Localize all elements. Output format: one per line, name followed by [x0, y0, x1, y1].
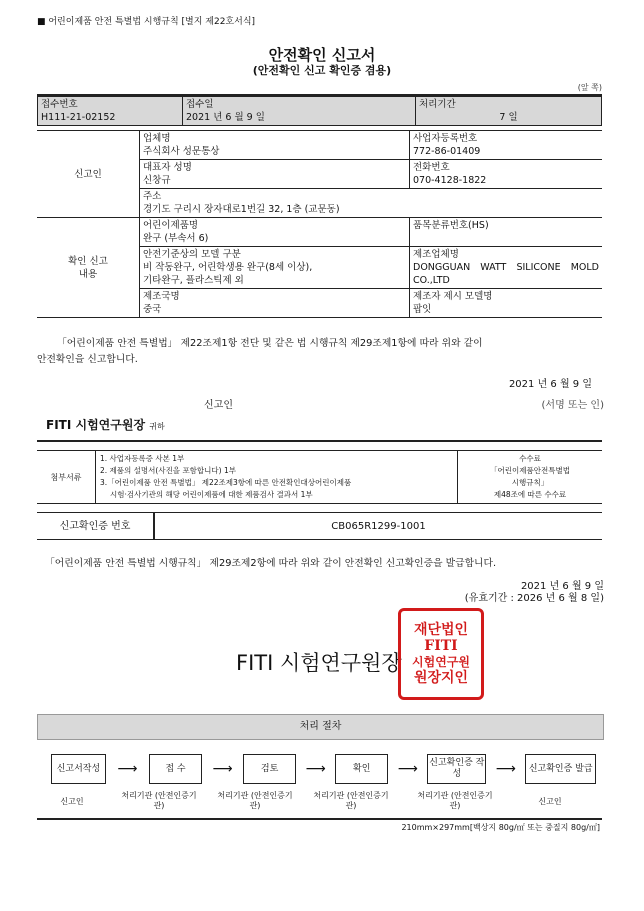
arrow-icon: ⟶ [495, 761, 516, 777]
receipt-date-label: 접수일 [186, 99, 214, 110]
attachment-item-3a: 3.「어린이제품 안전 특별법」 제22조제3항에 따른 안전확인대상어린이제품 [100, 478, 352, 487]
hs-label: 품목분류번호(HS) [413, 220, 489, 231]
attachments-list [96, 451, 458, 504]
arrow-icon: ⟶ [117, 761, 138, 777]
arrow-icon: ⟶ [397, 761, 418, 777]
issue-date: 2021 년 6 월 9 일 [520, 581, 604, 592]
report-date: 2021 년 6 월 9 일 [508, 379, 592, 390]
attachments-table [37, 450, 602, 504]
ceo-cell [140, 160, 410, 189]
cert-label: 신고확인증 번호 [37, 513, 154, 540]
attachments-label: 첨부서류 [37, 451, 96, 504]
bottom-rule [37, 818, 602, 820]
attachment-item-1: 1. 사업자등록증 사본 1부 [100, 454, 185, 463]
processing-period-label: 처리기간 [419, 99, 456, 110]
country-value: 중국 [143, 304, 162, 315]
report-table [37, 130, 602, 318]
validity-period: (유효기간 : 2026 년 6 월 8 일) [464, 593, 604, 604]
addressee-suffix: 귀하 [149, 422, 165, 431]
product-cell [140, 218, 410, 247]
model-class-label: 안전기준상의 모델 구분 [143, 249, 241, 260]
step-confirm: 확인 [335, 754, 388, 784]
model-name-label: 제조자 제시 모델명 [413, 291, 493, 302]
addressee: FITI 시험연구원장 귀하 [46, 418, 165, 432]
hs-cell [410, 218, 603, 247]
receipt-date-value: 2021 년 6 월 9 일 [186, 112, 265, 123]
cert-table [37, 512, 602, 540]
form-title: 안전확인 신고서 [268, 46, 376, 64]
arrow-icon: ⟶ [305, 761, 326, 777]
company-label: 업체명 [143, 133, 171, 144]
receipt-date-cell [183, 97, 416, 126]
step-write: 신고서작성 [51, 754, 106, 784]
fee-label: 수수료 [519, 454, 541, 463]
phone-label: 전화번호 [413, 162, 450, 173]
attachment-item-3b: 시험·검사기관의 해당 어린이제품에 대한 제품검사 결과서 1부 [110, 490, 313, 499]
model-class-value-2: 기타완구, 플라스틱제 외 [143, 275, 244, 286]
phone-value: 070-4128-1822 [413, 175, 487, 186]
statement-2: 「어린이제품 안전 특별법 시행규칙」 제29조제2항에 따라 위와 같이 안전확인 신고확인증을 발급합니다. [45, 558, 497, 569]
fee-line-3: 제48조에 따른 수수료 [493, 490, 567, 499]
ceo-value: 신창규 [143, 175, 171, 186]
model-name-cell [410, 289, 603, 318]
statement-1: 「어린이제품 안전 특별법」 제22조제1항 전단 및 같은 법 시행규칙 제29조제1항에 따라 위와 같이 안전확인을 신고합니다. [37, 338, 483, 365]
bizno-label: 사업자등록번호 [413, 133, 478, 144]
form-subtitle: (안전확인 신고 확인증 겸용) [252, 64, 392, 77]
bizno-cell [410, 131, 603, 160]
maker-value-1: DONGGUAN WATT SILICONE MOLD [413, 262, 599, 273]
maker-cell [410, 247, 603, 289]
address-label: 주소 [143, 191, 162, 202]
phone-cell [410, 160, 603, 189]
model-class-cell [140, 247, 410, 289]
fee-line-1: 「어린이제품안전특별법 [490, 466, 570, 475]
official-seal: 재단법인 FITI 시험연구원 원장지인 [398, 608, 484, 700]
receipt-no-value: H111-21-02152 [41, 112, 116, 123]
form-header-note: ■ 어린이제품 안전 특별법 시행규칙 [별지 제22호서식] [37, 17, 256, 27]
attach-top-rule [37, 440, 602, 442]
address-value: 경기도 구리시 장자대로1번길 32, 1층 (교문동) [143, 204, 340, 215]
receipt-table [37, 96, 602, 126]
processing-period-cell [416, 97, 602, 126]
step-review: 검토 [243, 754, 296, 784]
actor-1: 신고인 [60, 797, 84, 806]
product-value: 완구 (부속서 6) [143, 233, 209, 244]
step-cert-write: 신고확인증 작성 [427, 754, 486, 784]
processing-period-value: 7 일 [499, 112, 518, 123]
step-receive: 접 수 [149, 754, 202, 784]
actor-6: 신고인 [538, 797, 562, 806]
maker-value-2: CO.,LTD [413, 275, 450, 286]
model-name-value: 팝잇 [413, 304, 432, 315]
actor-2: 처리기관 (안전인증기관) [121, 791, 197, 810]
country-label: 제조국명 [143, 291, 180, 302]
paper-spec: 210mm×297mm[백상지 80g/㎡ 또는 중질지 80g/㎡] [401, 823, 600, 832]
step-cert-issue: 신고확인증 발급 [525, 754, 596, 784]
attachment-item-2: 2. 제품의 설명서(사진을 포함합니다) 1부 [100, 466, 236, 475]
company-value: 주식회사 성문통상 [143, 146, 220, 157]
procedure-actors [37, 791, 602, 815]
content-section-label: 확인 신고 내용 [37, 218, 140, 318]
model-class-value-1: 비 작동완구, 어린학생용 완구(8세 이상), [143, 262, 313, 273]
address-cell [140, 189, 603, 218]
reporter-section-label: 신고인 [37, 131, 140, 218]
sign-note: (서명 또는 인) [541, 400, 604, 411]
fee-cell [458, 451, 603, 504]
actor-4: 처리기관 (안전인증기관) [313, 791, 389, 810]
receipt-no-label: 접수번호 [41, 99, 78, 110]
front-page-label: (앞 쪽) [577, 83, 602, 92]
procedure-title: 처리 절차 [37, 714, 604, 740]
issuer-name: FITI 시험연구원장 [236, 651, 402, 675]
actor-3: 처리기관 (안전인증기관) [217, 791, 293, 810]
country-cell [140, 289, 410, 318]
ceo-label: 대표자 성명 [143, 162, 192, 173]
receipt-no-cell [38, 97, 183, 126]
fee-line-2: 시행규칙」 [511, 478, 549, 487]
maker-label: 제조업체명 [413, 249, 459, 260]
cert-number: CB065R1299-1001 [154, 513, 602, 540]
arrow-icon: ⟶ [212, 761, 233, 777]
procedure-flow [51, 754, 596, 784]
signer-label: 신고인 [204, 400, 233, 411]
company-cell [140, 131, 410, 160]
actor-5: 처리기관 (안전인증기관) [417, 791, 493, 810]
product-label: 어린이제품명 [143, 220, 199, 231]
bizno-value: 772-86-01409 [413, 146, 481, 157]
